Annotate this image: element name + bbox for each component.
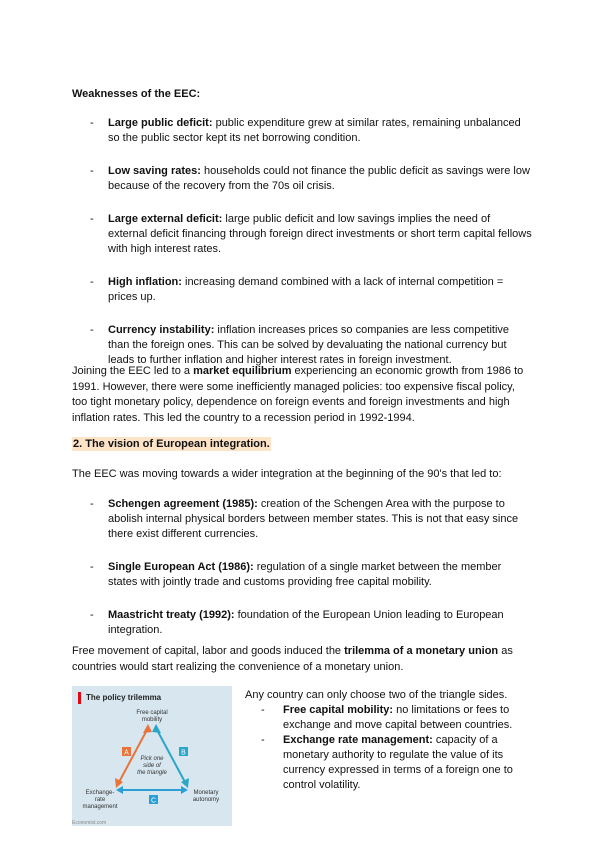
list-item: - Free capital mobility: no limitations or fees to exchange and move capital between countries.	[261, 704, 513, 731]
list-item-text: households could not finance the public deficit as savings were low because of the recovery from the 70s oil crisis.	[108, 165, 530, 192]
list-item-text: regulation of a single market between the member states with jointly trade and customs providing free capital mobility.	[108, 561, 502, 588]
paragraph-integration-intro: The EEC was moving towards a wider integration at the beginning of the 90's that led to:	[72, 468, 502, 480]
list-item-text: creation of the Schengen Area with the purpose to abolish internal physical borders between member states. This is not that easy since there exist different currencies.	[108, 498, 519, 540]
weaknesses-list	[72, 116, 532, 386]
paragraph-text: Free movement of capital, labor and goods induced the	[72, 645, 345, 657]
center-label: Pick one	[140, 756, 164, 762]
center-label: side of	[143, 763, 161, 769]
paragraph-trilemma	[72, 644, 532, 675]
list-item-term: Low saving rates:	[108, 165, 201, 177]
policy-trilemma-figure	[72, 686, 232, 826]
list-item-term: Free capital mobility:	[283, 704, 394, 716]
list-item-text: capacity of a monetary authority to regulate the value of its currency expressed in terms of a foreign one to control volatility.	[283, 734, 513, 791]
list-item-term: Large external deficit:	[108, 213, 223, 225]
paragraph-bold: market equilibrium	[193, 365, 292, 377]
section-title-european-integration: 2. The vision of European integration.	[73, 438, 270, 450]
list-item-term: Exchange rate management:	[283, 734, 433, 746]
list-item-text: no limitations or fees to exchange and move capital between countries.	[283, 704, 513, 731]
side-a-arrowhead	[143, 724, 152, 733]
list-item: - Exchange rate management: capacity of a monetary authority to regulate the value of its currency expressed in terms of a foreign one to control volatility.	[261, 734, 513, 791]
list-item-text: increasing demand combined with a lack of internal competition = prices up.	[108, 276, 504, 303]
section-heading-weaknesses: Weaknesses of the EEC:	[72, 88, 201, 100]
trilemma-explanation	[245, 688, 525, 793]
list-item: - Large external deficit: large public deficit and low savings implies the need of external deficit financing through foreign direct investments or short term capital fellows with high interest rates.	[90, 213, 532, 255]
list-item: - Large public deficit: public expenditure grew at similar rates, remaining unbalanced so the public sector kept its net borrowing condition.	[90, 117, 521, 144]
vertex-label-top: Free capital	[136, 710, 168, 716]
list-item-term: Large public deficit:	[108, 117, 213, 129]
list-item: - Low saving rates: households could not finance the public deficit as savings were low because of the recovery from the 70s oil crisis.	[90, 165, 530, 192]
paragraph-text: as countries would start realizing the convenience of a monetary union.	[72, 645, 513, 673]
integration-list	[72, 497, 532, 656]
trilemma-intro: Any country can only choose two of the triangle sides.	[245, 689, 508, 701]
side-b-badge-label: B	[181, 749, 186, 757]
paragraph-market-equilibrium	[72, 364, 532, 426]
vertex-label-right: Monetary	[193, 790, 219, 796]
figure-caption: Economist.com	[72, 820, 107, 826]
figure-title: The policy trilemma	[86, 693, 162, 702]
side-c-arrowhead	[116, 786, 123, 794]
vertex-label-left: Exchange-	[85, 790, 115, 796]
list-item-text: inflation increases prices so companies are less competitive than the foreign ones. This can be solved by devaluating the national currency but leads to further inflation and higher interest rates in foreign investment.	[108, 324, 510, 366]
paragraph-bold: trilemma of a monetary union	[344, 645, 499, 657]
list-item-text: large public deficit and low savings implies the need of external deficit financing through foreign direct investments or short term capital fellows with high interest rates.	[108, 213, 532, 255]
list-item: - Single European Act (1986): regulation of a single market between the member states with jointly trade and customs providing free capital mobility.	[90, 561, 502, 588]
list-item-term: Schengen agreement (1985):	[108, 498, 258, 510]
list-item-term: Maastricht treaty (1992):	[108, 609, 235, 621]
vertex-label-right: autonomy	[192, 797, 220, 803]
list-item: - High inflation: increasing demand combined with a lack of internal competition = prices up.	[90, 276, 504, 303]
vertex-label-top: mobility	[141, 717, 163, 723]
list-item: - Currency instability: inflation increases prices so companies are less competitive than the foreign ones. This can be solved by devaluating the national currency but leads to further inflation and higher interest rates in foreign investment.	[90, 324, 510, 366]
list-item-term: Single European Act (1986):	[108, 561, 254, 573]
vertex-label-left: management	[82, 804, 118, 810]
side-a-badge-label: A	[124, 749, 129, 757]
center-label: the triangle	[137, 770, 167, 776]
list-item-term: Currency instability:	[108, 324, 215, 336]
list-item-term: High inflation:	[108, 276, 182, 288]
vertex-label-left: rate	[94, 797, 106, 803]
list-item-text: public expenditure grew at similar rates, remaining unbalanced so the public sector kept its net borrowing condition.	[108, 117, 521, 144]
list-item: - Schengen agreement (1985): creation of the Schengen Area with the purpose to abolish internal physical borders between member states. This is not that easy since there exist different currencies.	[90, 498, 519, 540]
side-b-arrowhead	[181, 778, 189, 788]
list-item-text: foundation of the European Union leading to European integration.	[108, 609, 504, 636]
list-item: - Maastricht treaty (1992): foundation of the European Union leading to European integration.	[90, 609, 504, 636]
side-c-arrowhead	[181, 786, 188, 794]
trilemma-diagram	[72, 686, 232, 826]
paragraph-text: experiencing an economic growth from 1986 to 1991. However, there were some inefficiently managed policies: too expensive fiscal policy, too tight monetary policy, dependence on foreign events and foreign investments and high inflation rates. This led the country to a recession period in 1992-1994.	[72, 365, 524, 424]
side-b-arrowhead	[152, 724, 161, 733]
paragraph-text: Joining the EEC led to a	[72, 365, 194, 377]
side-c-badge-label: C	[150, 797, 157, 805]
side-a-arrowhead	[115, 778, 123, 788]
